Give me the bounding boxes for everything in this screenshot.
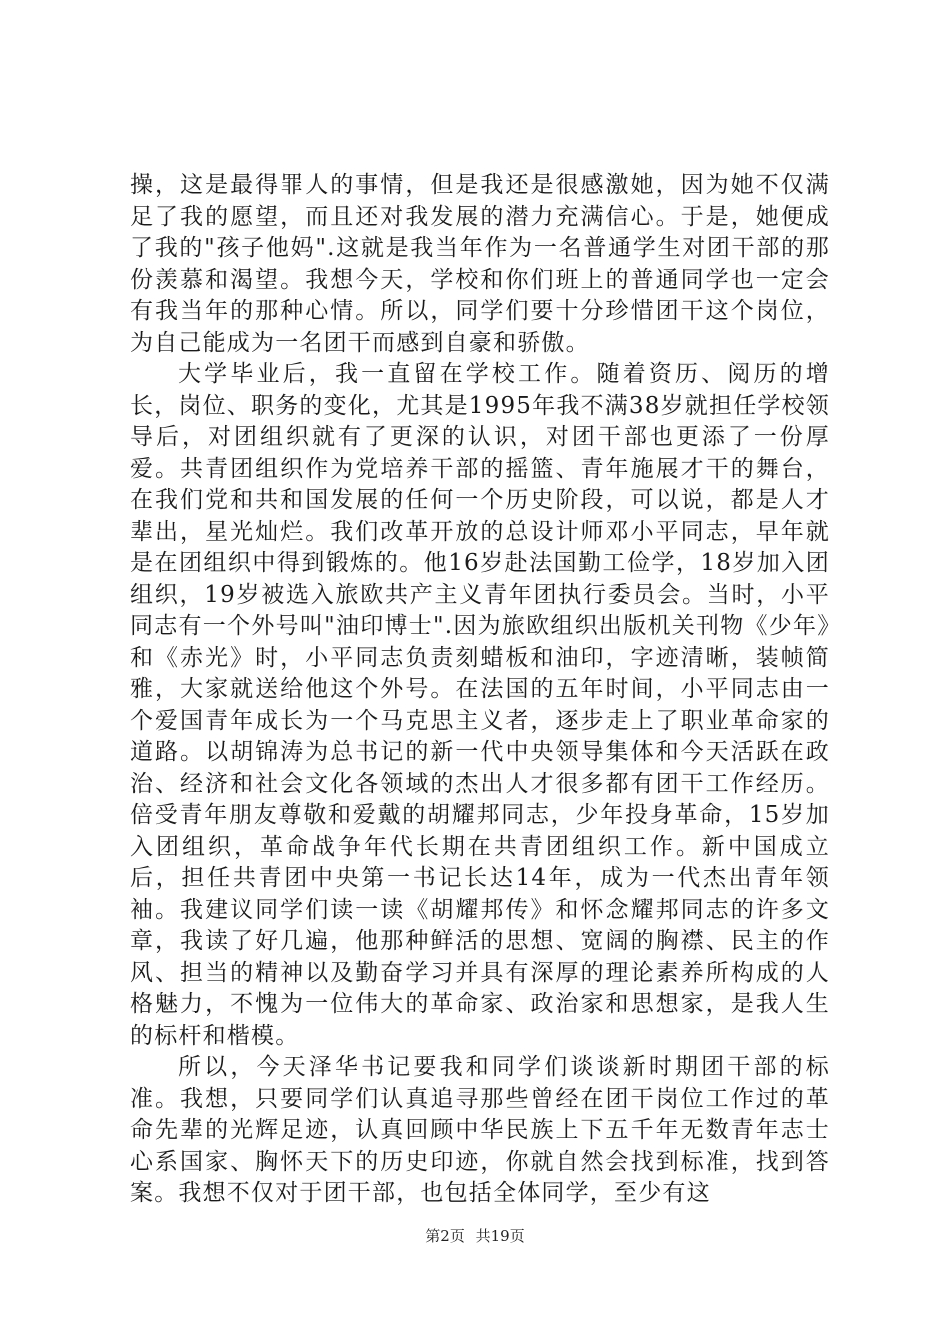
document-body [130,170,830,1210]
paragraph-continued: 操，这是最得罪人的事情，但是我还是很感激她，因为她不仅满足了我的愿望，而且还对我发展的潜力充满信心。于是，她便成了我的"孩子他妈".这就是我当年作为一名普通学生对团干部的那份羡慕和渴望。我想今天，学校和你们班上的普通同学也一定会有我当年的那种心情。所以，同学们要十分珍惜团干这个岗位，为自己能成为一名团干而感到自豪和骄傲。 [130,172,830,356]
page-total: 共19页 [475,1227,525,1245]
paragraph: 所以，今天泽华书记要我和同学们谈谈新时期团干部的标准。我想，只要同学们认真追寻那些曾经在团干岗位工作过的革命先辈的光辉足迹，认真回顾中华民族上下五千年无数青年志士心系国家、胸怀天下的历史印迹，你就自然会找到标准，找到答案。我想不仅对于团干部，也包括全体同学，至少有这 [130,1054,830,1206]
page-number: 第2页 [425,1227,465,1245]
paragraph: 大学毕业后，我一直留在学校工作。随着资历、阅历的增长，岗位、职务的变化，尤其是1995年我不满38岁就担任学校领导后，对团组织就有了更深的认识，对团干部也更添了一份厚爱。共青团组织作为党培养干部的摇篮、青年施展才干的舞台，在我们党和共和国发展的任何一个历史阶段，可以说，都是人才辈出，星光灿烂。我们改革开放的总设计师邓小平同志，早年就是在团组织中得到锻炼的。他16岁赴法国勤工俭学，18岁加入团组织，19岁被选入旅欧共产主义青年团执行委员会。当时，小平同志有一个外号叫"油印博士".因为旅欧组织出版机关刊物《少年》和《赤光》时，小平同志负责刻蜡板和油印，字迹清晰，装帧简雅，大家就送给他这个外号。在法国的五年时间，小平同志由一个爱国青年成长为一个马克思主义者，逐步走上了职业革命家的道路。以胡锦涛为总书记的新一代中央领导集体和今天活跃在政治、经济和社会文化各领域的杰出人才很多都有团干工作经历。倍受青年朋友尊敬和爱戴的胡耀邦同志，少年投身革命，15岁加入团组织，革命战争年代长期在共青团组织工作。新中国成立后，担任共青团中央第一书记长达14年，成为一代杰出青年领袖。我建议同学们读一读《胡耀邦传》和怀念耀邦同志的许多文章，我读了好几遍，他那种鲜活的思想、宽阔的胸襟、民主的作风、担当的精神以及勤奋学习并具有深厚的理论素养所构成的人格魅力，不愧为一位伟大的革命家、政治家和思想家，是我人生的标杆和楷模。 [130,361,830,1049]
page-footer [0,1225,950,1246]
